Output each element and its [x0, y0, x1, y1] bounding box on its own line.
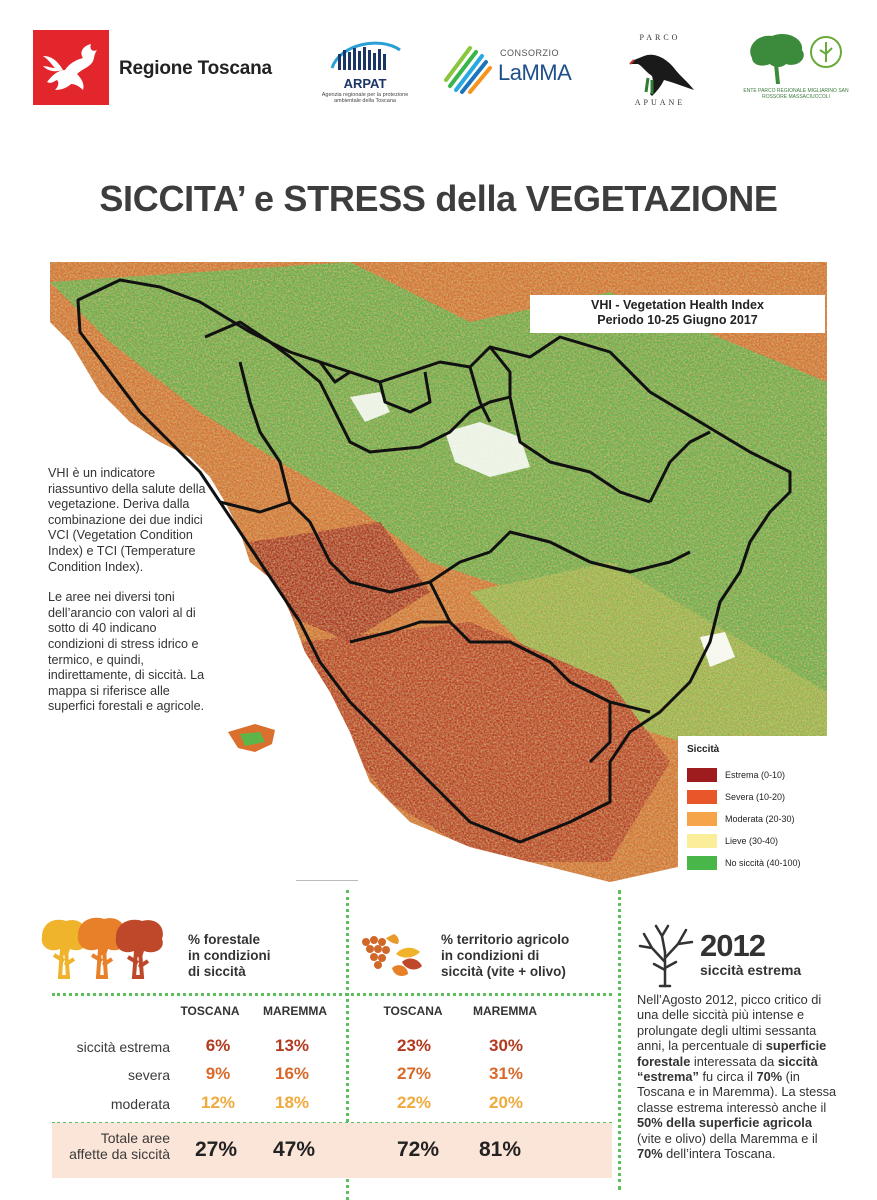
story-highlight: 70% [637, 1146, 663, 1162]
divider-dotted-horizontal [52, 993, 612, 996]
agri-toscana-estrema: 23% [396, 1036, 432, 1055]
legend-item-severa [687, 786, 828, 808]
forest-maremma-severa: 16% [274, 1064, 310, 1083]
legend-label: Severa (10-20) [725, 792, 786, 802]
map-legend [678, 736, 828, 881]
agri-maremma-moderata: 20% [488, 1093, 524, 1112]
story-text: (in Toscana e in Maremma). La stessa classe estrema interessò anche il [637, 1069, 837, 1115]
year-2012-subtitle: siccità estrema [700, 962, 802, 978]
agri-heading-l1: % territorio agricolo [441, 932, 570, 947]
agri-maremma-estrema: 30% [488, 1036, 524, 1055]
story-text: interessata da [690, 1053, 778, 1069]
lamma-logo [440, 38, 590, 98]
year-2012: 2012 [700, 928, 765, 963]
forest-toscana-total: 27% [194, 1138, 238, 1161]
map-caption [530, 295, 825, 333]
legend-swatch [687, 812, 717, 826]
total-label [40, 1130, 170, 1162]
page-title: SICCITA’ e STRESS della VEGETAZIONE [99, 178, 778, 219]
forest-heading [188, 932, 271, 980]
forest-heading-l2: in condizioni [188, 948, 271, 963]
legend-swatch [687, 768, 717, 782]
parco-subtitle: ENTE PARCO REGIONALE MIGLIARINO SAN ROSSORE MASSACIUCCOLI [743, 88, 849, 100]
trees-icon [38, 915, 168, 983]
agri-heading-l2: in condizioni di [441, 948, 540, 963]
divider-line [296, 880, 358, 881]
agri-toscana-total: 72% [396, 1138, 440, 1161]
vhi-description [48, 466, 210, 715]
map-caption-period: Periodo 10-25 Giugno 2017 [597, 313, 758, 327]
regione-name: Regione Toscana [119, 58, 272, 79]
forest-maremma-moderata: 18% [274, 1093, 310, 1112]
agri-maremma-severa: 31% [488, 1064, 524, 1083]
forest-toscana-moderata: 12% [200, 1093, 236, 1112]
story-highlight: superficie forestale [637, 1038, 827, 1069]
forest-col-maremma: MAREMMA [263, 1004, 327, 1018]
arpat-skyline-icon [310, 28, 420, 76]
legend-swatch [687, 834, 717, 848]
legend-swatch [687, 856, 717, 870]
dead-tree-icon [632, 922, 698, 988]
map-caption-title: VHI - Vegetation Health Index [591, 298, 764, 312]
agri-col-toscana: TOSCANA [383, 1004, 443, 1018]
lamma-stripes-icon [440, 40, 496, 96]
legend-item-lieve [687, 830, 828, 852]
row-label-estrema: siccità estrema [76, 1039, 170, 1055]
vhi-description-p2: Le aree nei diversi toni dell’arancio con valori al di sotto di 40 indicano condizioni di stress idrico e termico, e quindi, indirettamente, di siccità. La mappa si riferisce alle superfici forestali e agricole. [48, 590, 205, 714]
legend-label: Moderata (20-30) [725, 814, 795, 824]
pegasus-icon [33, 30, 109, 105]
legend-item-estrema [687, 764, 828, 786]
forest-toscana-estrema: 6% [205, 1036, 231, 1055]
forest-toscana-severa: 9% [205, 1064, 231, 1083]
forest-col-toscana: TOSCANA [180, 1004, 240, 1018]
agri-toscana-moderata: 22% [396, 1093, 432, 1112]
divider-dotted-vertical [618, 890, 621, 1190]
total-label-l2: affette da siccità [69, 1146, 170, 1162]
row-label-severa: severa [127, 1067, 170, 1083]
forest-maremma-estrema: 13% [274, 1036, 310, 1055]
parco-migliarino-logo [742, 28, 850, 108]
legend-label: No siccità (40-100) [725, 858, 801, 868]
pine-tree-icon [742, 28, 850, 86]
story-text: fu circa il [698, 1069, 757, 1085]
story-highlight: siccità “estrema” [637, 1053, 818, 1085]
forest-maremma-total: 47% [272, 1138, 316, 1161]
regione-toscana-logo [33, 30, 109, 105]
forest-heading-l1: % forestale [188, 932, 261, 947]
forest-heading-l3: di siccità [188, 964, 246, 979]
legend-label: Lieve (30-40) [725, 836, 779, 846]
lamma-name: LaMMA [498, 60, 572, 85]
arpat-logo [310, 28, 420, 106]
chough-bird-icon [620, 42, 700, 102]
agri-col-maremma: MAREMMA [473, 1004, 537, 1018]
year-2012-text [637, 992, 837, 1161]
legend-item-moderata [687, 808, 828, 830]
legend-title: Siccità [687, 744, 720, 755]
story-text: Nell’Agosto 2012, picco critico di una delle siccità più intense e prolungate degli ultimi sessanta anni, la percentuale di [637, 992, 822, 1054]
parco-apuane-logo [620, 33, 700, 108]
arpat-name: ARPAT [343, 76, 387, 91]
lamma-consorzio: CONSORZIO [500, 48, 560, 58]
agri-maremma-total: 81% [478, 1138, 522, 1161]
grapes-olives-icon [358, 932, 428, 982]
apuane-top-text: PARCO [639, 33, 681, 42]
story-text: (vite e olivo) della Maremma e il [637, 1130, 818, 1146]
story-highlight: 70% [756, 1069, 783, 1085]
arpat-subtitle: Agenzia regionale per la protezione ambientale della Toscana [321, 92, 409, 104]
agri-toscana-severa: 27% [396, 1064, 432, 1083]
legend-swatch [687, 790, 717, 804]
legend-label: Estrema (0-10) [725, 770, 786, 780]
apuane-bottom-text: APUANE [634, 98, 686, 107]
vhi-description-p1: VHI è un indicatore riassuntivo della salute della vegetazione. Deriva dalla combinazione dei due indici VCI (Vegetation Condition Index) e TCI (Temperature Condition Index). [48, 466, 206, 574]
agri-heading [441, 932, 569, 980]
total-label-l1: Totale aree [100, 1130, 170, 1146]
agri-heading-l3: siccità (vite + olivo) [441, 964, 566, 979]
legend-item-no-siccita [687, 852, 828, 874]
row-label-moderata: moderata [110, 1096, 170, 1112]
story-text: dell’intera Toscana. [662, 1146, 776, 1162]
story-highlight: 50% della superficie agricola [637, 1115, 812, 1131]
